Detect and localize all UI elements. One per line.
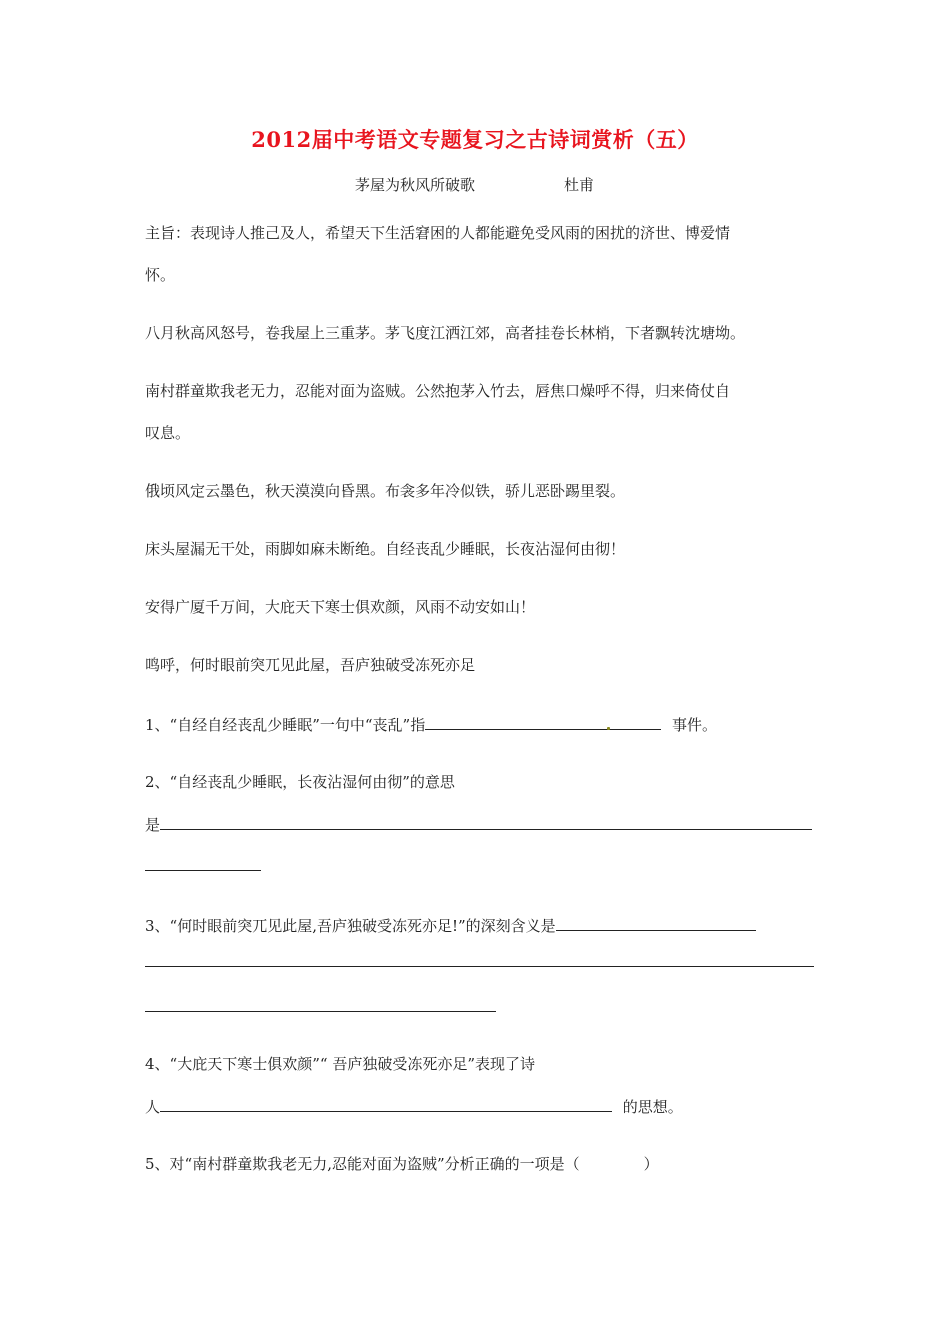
question-2-line-2 bbox=[145, 813, 812, 835]
poem-name: 茅屋为秋风所破歌 bbox=[355, 176, 476, 194]
question-1-text: 1、“自经自经丧乱少睡眠”一句中“丧乱”指 bbox=[145, 716, 426, 734]
poem-author: 杜甫 bbox=[564, 176, 595, 194]
question-5-text: 5、对“南村群童欺我老无力,忍能对面为盗贼”分析正确的一项是（ bbox=[145, 1155, 580, 1173]
verse-2b: 叹息。 bbox=[145, 424, 191, 442]
question-1 bbox=[145, 713, 717, 735]
question-5-close-paren: ） bbox=[643, 1155, 659, 1173]
verse-2a: 南村群童欺我老无力，忍能对面为盗贼。公然抱茅入竹去，唇焦口燥呼不得，归来倚仗自 bbox=[145, 382, 731, 400]
question-3-answer-blank[interactable] bbox=[556, 914, 756, 931]
question-2-prefix: 是 bbox=[145, 816, 161, 834]
verse-3: 俄顷风定云墨色，秋天漠漠向昏黑。布衾多年冷似铁，骄儿恶卧踢里裂。 bbox=[145, 482, 626, 500]
question-2-line-1: 2、“自经丧乱少睡眠，长夜沾湿何由彻”的意思 bbox=[145, 773, 455, 791]
question-4-line-1: 4、“大庇天下寒士俱欢颜”“ 吾庐独破受冻死亦足”表现了诗 bbox=[145, 1055, 535, 1073]
question-2-answer-blank[interactable] bbox=[160, 813, 812, 830]
question-2-answer-line[interactable] bbox=[145, 870, 261, 871]
question-4-suffix: 的思想。 bbox=[622, 1098, 683, 1116]
question-3-answer-line-1[interactable] bbox=[145, 966, 814, 967]
question-5 bbox=[145, 1153, 659, 1174]
question-3-text: 3、“何时眼前突兀见此屋,吾庐独破受冻死亦足!”的深刻含义是 bbox=[145, 917, 556, 935]
document-title: 2012届中考语文专题复习之古诗词赏析（五） bbox=[251, 127, 699, 152]
question-4-answer-blank[interactable] bbox=[160, 1095, 612, 1112]
verse-5: 安得广厦千万间，大庇天下寒士俱欢颜，风雨不动安如山！ bbox=[145, 598, 536, 616]
question-4-prefix: 人 bbox=[145, 1098, 161, 1116]
question-4-line-2 bbox=[145, 1095, 683, 1117]
verse-4: 床头屋漏无干处，雨脚如麻未断绝。自经丧乱少睡眠，长夜沾湿何由彻！ bbox=[145, 540, 626, 558]
theme-line-2: 怀。 bbox=[145, 266, 176, 284]
question-1-answer-blank[interactable] bbox=[425, 713, 661, 730]
question-3-answer-line-2[interactable] bbox=[145, 1011, 496, 1012]
theme-line-1: 主旨：表现诗人推己及人，希望天下生活窘困的人都能避免受风雨的困扰的济世、博爱情 bbox=[145, 224, 731, 242]
verse-6: 鸣呼，何时眼前突兀见此屋，吾庐独破受冻死亦足 bbox=[145, 656, 476, 674]
verse-1: 八月秋高风怒号，卷我屋上三重茅。茅飞度江洒江郊，高者挂卷长林梢，下者飘转沈塘坳。 bbox=[145, 324, 746, 342]
question-1-suffix: 事件。 bbox=[672, 716, 718, 734]
ink-dot bbox=[607, 727, 610, 730]
question-3 bbox=[145, 914, 756, 936]
